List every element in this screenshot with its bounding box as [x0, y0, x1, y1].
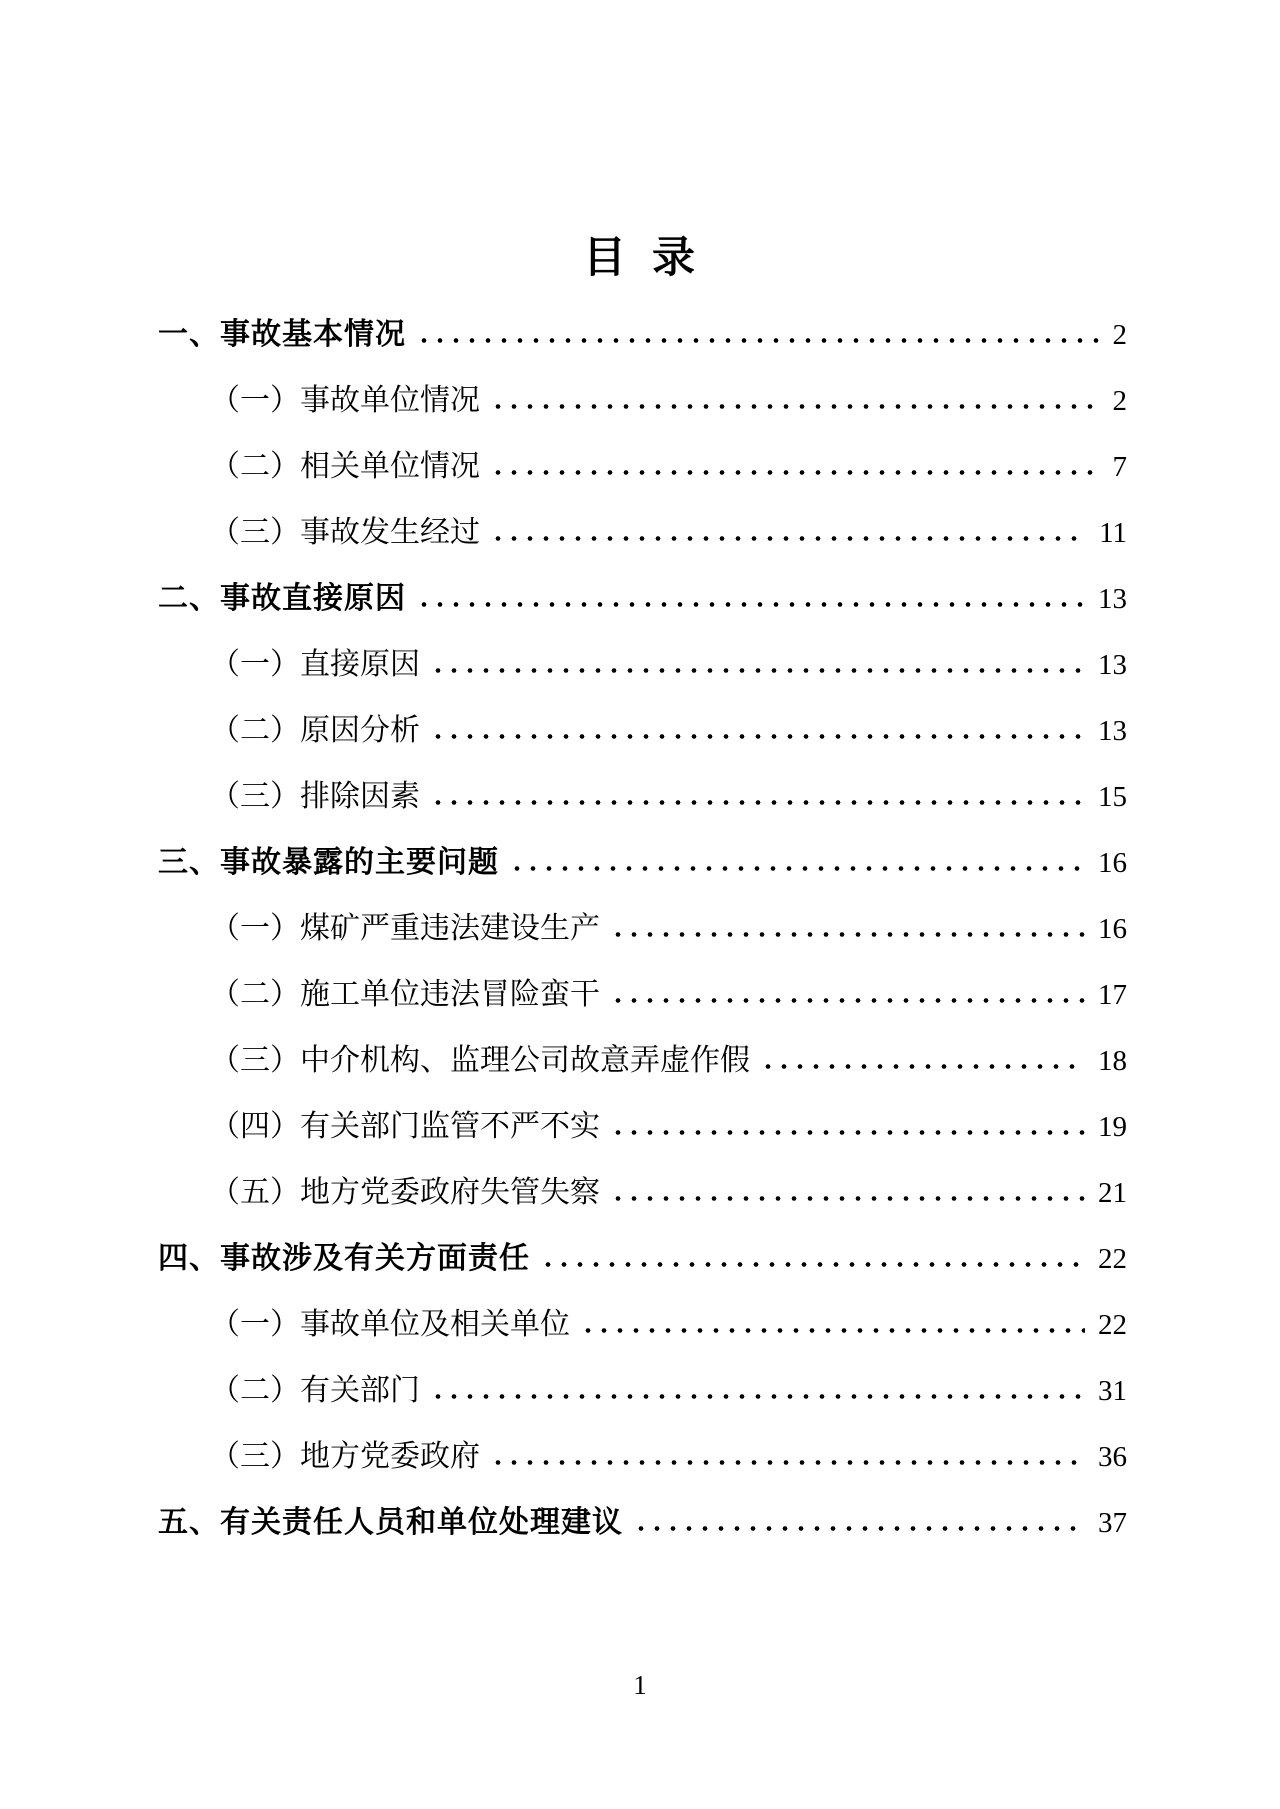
dot-leader: [430, 733, 1085, 740]
toc-entry-page: 13: [1098, 649, 1127, 681]
toc-entry: [158, 1226, 1127, 1292]
toc-entry: [158, 368, 1127, 434]
dot-leader: [416, 601, 1085, 608]
toc-entry-page: 15: [1098, 781, 1127, 813]
dot-leader: [610, 997, 1085, 1004]
toc-entry: [158, 1094, 1127, 1160]
toc-entry-label: （三）事故发生经过: [210, 516, 480, 549]
toc-entry-page: 31: [1098, 1375, 1127, 1407]
toc-entry-label: 二、事故直接原因: [158, 582, 406, 615]
dot-leader: [540, 1261, 1085, 1268]
toc-entry: [158, 1490, 1127, 1556]
dot-leader: [430, 799, 1085, 806]
toc-entry-label: （五）地方党委政府失管失察: [210, 1176, 600, 1209]
toc-entry-page: 37: [1098, 1507, 1127, 1539]
toc-entry-page: 18: [1098, 1045, 1127, 1077]
toc-entry: [158, 632, 1127, 698]
toc-entry-label: 三、事故暴露的主要问题: [158, 846, 499, 879]
dot-leader: [430, 1393, 1085, 1400]
toc-entry-label: （三）地方党委政府: [210, 1440, 480, 1473]
toc-entry-label: （四）有关部门监管不严不实: [210, 1110, 600, 1143]
toc-entry-page: 22: [1098, 1309, 1127, 1341]
toc-entry-label: 一、事故基本情况: [158, 318, 406, 351]
toc-entry: [158, 896, 1127, 962]
toc-entry-label: （二）施工单位违法冒险蛮干: [210, 978, 600, 1011]
dot-leader: [430, 667, 1085, 674]
dot-leader: [610, 931, 1085, 938]
toc-entry-label: 四、事故涉及有关方面责任: [158, 1242, 530, 1275]
toc-entry-page: 13: [1098, 715, 1127, 747]
toc-list: [158, 302, 1127, 1556]
toc-entry-label: （一）事故单位情况: [210, 384, 480, 417]
toc-entry-page: 16: [1098, 847, 1127, 879]
toc-entry: [158, 698, 1127, 764]
dot-leader: [490, 1459, 1085, 1466]
toc-entry-label: （二）有关部门: [210, 1374, 420, 1407]
toc-entry-label: （三）排除因素: [210, 780, 420, 813]
toc-entry: [158, 500, 1127, 566]
toc-entry-page: 11: [1099, 517, 1127, 549]
dot-leader: [416, 337, 1100, 344]
toc-entry-label: （一）煤矿严重违法建设生产: [210, 912, 600, 945]
page-number: 1: [633, 1670, 647, 1700]
dot-leader: [490, 469, 1100, 476]
toc-entry: [158, 1160, 1127, 1226]
toc-entry: [158, 1292, 1127, 1358]
toc-entry: [158, 1028, 1127, 1094]
toc-entry-label: （二）相关单位情况: [210, 450, 480, 483]
dot-leader: [633, 1525, 1085, 1532]
dot-leader: [610, 1195, 1085, 1202]
toc-entry-label: （三）中介机构、监理公司故意弄虚作假: [210, 1044, 750, 1077]
toc-title: 目 录: [583, 234, 697, 282]
dot-leader: [760, 1063, 1085, 1070]
toc-entry-page: 17: [1098, 979, 1127, 1011]
toc-entry-page: 2: [1112, 385, 1127, 417]
toc-entry: [158, 566, 1127, 632]
toc-entry-label: （一）直接原因: [210, 648, 420, 681]
toc-entry-page: 16: [1098, 913, 1127, 945]
toc-entry-label: （二）原因分析: [210, 714, 420, 747]
toc-entry-label: （一）事故单位及相关单位: [210, 1308, 570, 1341]
toc-entry-page: 21: [1098, 1177, 1127, 1209]
toc-entry-page: 22: [1098, 1243, 1127, 1275]
dot-leader: [610, 1129, 1085, 1136]
dot-leader: [509, 865, 1085, 872]
toc-entry-label: 五、有关责任人员和单位处理建议: [158, 1506, 623, 1539]
toc-entry: [158, 764, 1127, 830]
toc-entry: [158, 1358, 1127, 1424]
toc-entry: [158, 302, 1127, 368]
toc-entry: [158, 434, 1127, 500]
toc-entry: [158, 830, 1127, 896]
dot-leader: [580, 1327, 1085, 1334]
toc-entry: [158, 962, 1127, 1028]
toc-entry: [158, 1424, 1127, 1490]
toc-entry-page: 19: [1098, 1111, 1127, 1143]
toc-entry-page: 2: [1112, 319, 1127, 351]
toc-entry-page: 13: [1098, 583, 1127, 615]
toc-entry-page: 7: [1112, 451, 1127, 483]
dot-leader: [490, 535, 1086, 542]
toc-entry-page: 36: [1098, 1441, 1127, 1473]
dot-leader: [490, 403, 1100, 410]
